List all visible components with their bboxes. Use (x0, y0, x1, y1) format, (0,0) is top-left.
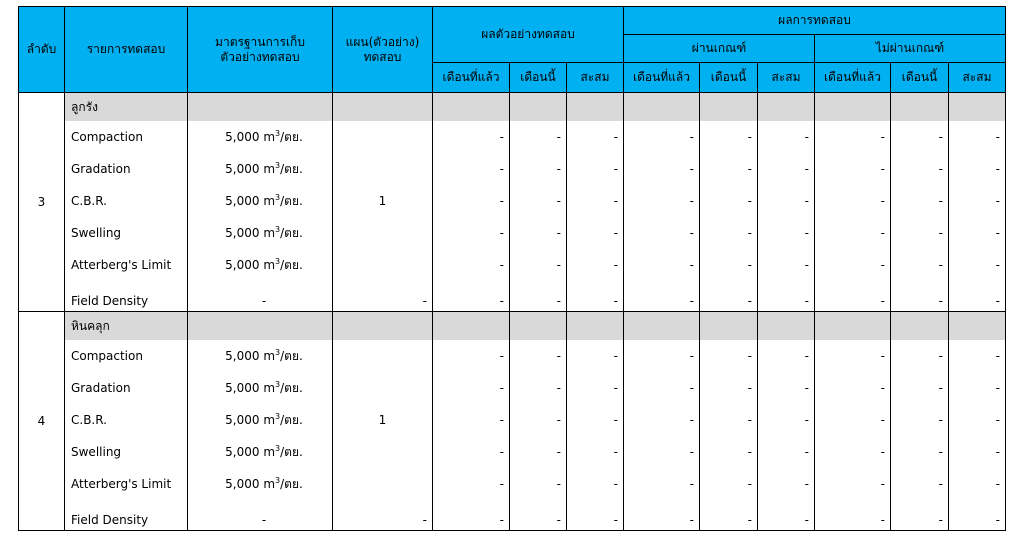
standard-exponent: 3 (275, 224, 281, 234)
result-cell: - (567, 436, 624, 468)
header-samples-last-month: เดือนที่แล้ว (433, 63, 510, 93)
result-cell: - (510, 372, 567, 404)
sampling-standard (188, 500, 333, 531)
standard-unit: /ตย. (280, 225, 303, 240)
test-item: Atterberg's Limit (65, 468, 188, 500)
standard-value: 5,000 m (225, 380, 276, 395)
header-fail-cumulative: สะสม (949, 63, 1006, 93)
result-cell: - (700, 340, 758, 372)
group-name: หินคลุก (65, 312, 188, 341)
table-row (19, 217, 1006, 249)
result-cell: - (624, 281, 700, 312)
table-row (19, 372, 1006, 404)
group-blank-cell (758, 93, 815, 122)
group-blank-cell (510, 93, 567, 122)
result-cell: - (510, 436, 567, 468)
plan-cell (333, 121, 433, 153)
result-cell: - (815, 500, 891, 531)
group-blank-cell (333, 312, 433, 341)
result-cell: - (624, 121, 700, 153)
standard-exponent: 3 (275, 256, 281, 266)
result-cell: - (433, 404, 510, 436)
test-item: Gradation (65, 153, 188, 185)
result-cell: - (815, 372, 891, 404)
group-blank-cell (700, 93, 758, 122)
table-row (19, 281, 1006, 312)
result-cell: - (949, 249, 1006, 281)
header-pass-this-month: เดือนนี้ (700, 63, 758, 93)
standard-value: - (261, 294, 267, 308)
header-samples: ผลตัวอย่างทดสอบ (433, 7, 624, 63)
header-standard: มาตรฐานการเก็บ ตัวอย่างทดสอบ (188, 7, 333, 93)
test-item: Swelling (65, 436, 188, 468)
standard-exponent: 3 (275, 411, 281, 421)
result-cell: - (433, 500, 510, 531)
standard-value: 5,000 m (225, 444, 276, 459)
result-cell: - (624, 185, 700, 217)
result-cell: - (891, 153, 949, 185)
result-cell: - (700, 404, 758, 436)
result-cell: - (758, 500, 815, 531)
result-cell: - (567, 500, 624, 531)
header-plan: แผน(ตัวอย่าง) ทดสอบ (333, 7, 433, 93)
result-cell: - (433, 153, 510, 185)
result-cell: - (758, 281, 815, 312)
standard-value: 5,000 m (225, 161, 276, 176)
result-cell: - (624, 217, 700, 249)
result-cell: - (700, 436, 758, 468)
result-cell: - (510, 249, 567, 281)
plan-cell: - (333, 281, 433, 312)
result-cell: - (758, 217, 815, 249)
result-cell: - (567, 153, 624, 185)
result-cell: - (624, 468, 700, 500)
result-cell: - (949, 153, 1006, 185)
table-row (19, 404, 1006, 436)
result-cell: - (949, 281, 1006, 312)
plan-cell (333, 436, 433, 468)
group-row (19, 93, 1006, 122)
group-blank-cell (624, 312, 700, 341)
test-results-table (18, 6, 1006, 531)
plan-cell (333, 340, 433, 372)
result-cell: - (815, 436, 891, 468)
standard-unit: /ตย. (280, 257, 303, 272)
table-row (19, 436, 1006, 468)
result-cell: - (624, 436, 700, 468)
result-cell: - (510, 153, 567, 185)
result-cell: - (510, 340, 567, 372)
result-cell: - (624, 340, 700, 372)
result-cell: - (815, 153, 891, 185)
plan-cell: 1 (333, 404, 433, 436)
sampling-standard (188, 153, 333, 185)
standard-exponent: 3 (275, 443, 281, 453)
result-cell: - (758, 436, 815, 468)
standard-unit: /ตย. (280, 129, 303, 144)
standard-exponent: 3 (275, 160, 281, 170)
table-row (19, 249, 1006, 281)
result-cell: - (949, 185, 1006, 217)
result-cell: - (510, 217, 567, 249)
result-cell: - (700, 281, 758, 312)
result-cell: - (510, 404, 567, 436)
result-cell: - (815, 249, 891, 281)
result-cell: - (891, 404, 949, 436)
result-cell: - (624, 500, 700, 531)
standard-value: 5,000 m (225, 257, 276, 272)
result-cell: - (510, 500, 567, 531)
standard-value: 5,000 m (225, 476, 276, 491)
result-cell: - (567, 340, 624, 372)
result-cell: - (949, 468, 1006, 500)
result-cell: - (891, 249, 949, 281)
sampling-standard (188, 249, 333, 281)
group-blank-cell (510, 312, 567, 341)
result-cell: - (949, 404, 1006, 436)
standard-value: 5,000 m (225, 348, 276, 363)
header-pass-last-month: เดือนที่แล้ว (624, 63, 700, 93)
table-row (19, 121, 1006, 153)
sampling-standard (188, 185, 333, 217)
result-cell: - (949, 500, 1006, 531)
result-cell: - (700, 185, 758, 217)
result-cell: - (758, 249, 815, 281)
result-cell: - (815, 468, 891, 500)
group-name: ลูกรัง (65, 93, 188, 122)
result-cell: - (758, 404, 815, 436)
result-cell: - (624, 249, 700, 281)
test-item: Field Density (65, 500, 188, 531)
standard-value: 5,000 m (225, 412, 276, 427)
result-cell: - (700, 153, 758, 185)
header-fail-last-month: เดือนที่แล้ว (815, 63, 891, 93)
result-cell: - (891, 372, 949, 404)
result-cell: - (567, 468, 624, 500)
result-cell: - (433, 436, 510, 468)
group-blank-cell (815, 93, 891, 122)
test-item: Gradation (65, 372, 188, 404)
result-cell: - (624, 372, 700, 404)
table-row (19, 468, 1006, 500)
sampling-standard (188, 217, 333, 249)
result-cell: - (891, 121, 949, 153)
result-cell: - (891, 436, 949, 468)
sampling-standard (188, 121, 333, 153)
standard-value: 5,000 m (225, 193, 276, 208)
header-fail: ไม่ผ่านเกณฑ์ (815, 35, 1006, 63)
result-cell: - (433, 249, 510, 281)
standard-exponent: 3 (275, 475, 281, 485)
result-cell: - (510, 121, 567, 153)
result-cell: - (567, 185, 624, 217)
test-item: Field Density (65, 281, 188, 312)
standard-exponent: 3 (275, 379, 281, 389)
header-item: รายการทดสอบ (65, 7, 188, 93)
standard-unit: /ตย. (280, 380, 303, 395)
result-cell: - (891, 468, 949, 500)
standard-exponent: 3 (275, 347, 281, 357)
group-blank-cell (891, 93, 949, 122)
table-row (19, 500, 1006, 531)
sampling-standard (188, 281, 333, 312)
result-cell: - (949, 217, 1006, 249)
result-cell: - (891, 340, 949, 372)
test-item: C.B.R. (65, 185, 188, 217)
standard-value: - (261, 513, 267, 527)
sampling-standard (188, 468, 333, 500)
standard-unit: /ตย. (280, 444, 303, 459)
result-cell: - (433, 185, 510, 217)
result-cell: - (567, 372, 624, 404)
group-blank-cell (188, 93, 333, 122)
sampling-standard (188, 340, 333, 372)
group-blank-cell (891, 312, 949, 341)
group-blank-cell (567, 312, 624, 341)
standard-unit: /ตย. (280, 412, 303, 427)
result-cell: - (510, 281, 567, 312)
result-cell: - (891, 281, 949, 312)
test-item: Swelling (65, 217, 188, 249)
result-cell: - (567, 121, 624, 153)
result-cell: - (815, 404, 891, 436)
result-cell: - (624, 404, 700, 436)
group-blank-cell (758, 312, 815, 341)
standard-value: 5,000 m (225, 129, 276, 144)
result-cell: - (700, 500, 758, 531)
result-cell: - (433, 372, 510, 404)
result-cell: - (815, 185, 891, 217)
result-cell: - (949, 372, 1006, 404)
header-fail-this-month: เดือนนี้ (891, 63, 949, 93)
plan-cell (333, 249, 433, 281)
test-item: Compaction (65, 340, 188, 372)
table-row (19, 185, 1006, 217)
result-cell: - (433, 468, 510, 500)
result-cell: - (891, 500, 949, 531)
result-cell: - (815, 281, 891, 312)
header-pass-cumulative: สะสม (758, 63, 815, 93)
header-pass: ผ่านเกณฑ์ (624, 35, 815, 63)
group-number: 4 (19, 312, 65, 531)
test-item: C.B.R. (65, 404, 188, 436)
test-item: Atterberg's Limit (65, 249, 188, 281)
result-cell: - (567, 404, 624, 436)
sampling-standard (188, 436, 333, 468)
group-blank-cell (815, 312, 891, 341)
standard-exponent: 3 (275, 128, 281, 138)
result-cell: - (433, 217, 510, 249)
result-cell: - (433, 121, 510, 153)
result-cell: - (567, 249, 624, 281)
result-cell: - (758, 372, 815, 404)
plan-cell: - (333, 500, 433, 531)
sampling-standard (188, 404, 333, 436)
group-number: 3 (19, 93, 65, 312)
result-cell: - (510, 185, 567, 217)
sampling-standard (188, 372, 333, 404)
plan-cell (333, 372, 433, 404)
result-cell: - (433, 281, 510, 312)
group-blank-cell (433, 93, 510, 122)
table-row (19, 340, 1006, 372)
standard-exponent: 3 (275, 192, 281, 202)
result-cell: - (433, 340, 510, 372)
result-cell: - (758, 340, 815, 372)
group-blank-cell (433, 312, 510, 341)
result-cell: - (891, 185, 949, 217)
result-cell: - (949, 340, 1006, 372)
result-cell: - (815, 217, 891, 249)
group-blank-cell (624, 93, 700, 122)
result-cell: - (700, 249, 758, 281)
table-row (19, 153, 1006, 185)
standard-unit: /ตย. (280, 161, 303, 176)
table-body (19, 93, 1006, 531)
result-cell: - (815, 121, 891, 153)
result-cell: - (567, 281, 624, 312)
header-no: ลำดับ (19, 7, 65, 93)
result-cell: - (567, 217, 624, 249)
header-results: ผลการทดสอบ (624, 7, 1006, 35)
group-blank-cell (188, 312, 333, 341)
result-cell: - (758, 468, 815, 500)
header-samples-cumulative: สะสม (567, 63, 624, 93)
test-item: Compaction (65, 121, 188, 153)
result-cell: - (891, 217, 949, 249)
result-cell: - (815, 340, 891, 372)
standard-unit: /ตย. (280, 348, 303, 363)
group-blank-cell (333, 93, 433, 122)
result-cell: - (510, 468, 567, 500)
result-cell: - (624, 153, 700, 185)
result-cell: - (700, 372, 758, 404)
result-cell: - (700, 121, 758, 153)
result-cell: - (700, 217, 758, 249)
result-cell: - (700, 468, 758, 500)
group-blank-cell (700, 312, 758, 341)
result-cell: - (758, 185, 815, 217)
plan-cell (333, 217, 433, 249)
standard-unit: /ตย. (280, 476, 303, 491)
header-samples-this-month: เดือนนี้ (510, 63, 567, 93)
standard-unit: /ตย. (280, 193, 303, 208)
result-cell: - (758, 153, 815, 185)
table-header (19, 7, 1006, 93)
group-blank-cell (949, 93, 1006, 122)
group-blank-cell (567, 93, 624, 122)
plan-cell: 1 (333, 185, 433, 217)
plan-cell (333, 468, 433, 500)
result-cell: - (758, 121, 815, 153)
result-cell: - (949, 436, 1006, 468)
group-blank-cell (949, 312, 1006, 341)
group-row (19, 312, 1006, 341)
plan-cell (333, 153, 433, 185)
result-cell: - (949, 121, 1006, 153)
standard-value: 5,000 m (225, 225, 276, 240)
